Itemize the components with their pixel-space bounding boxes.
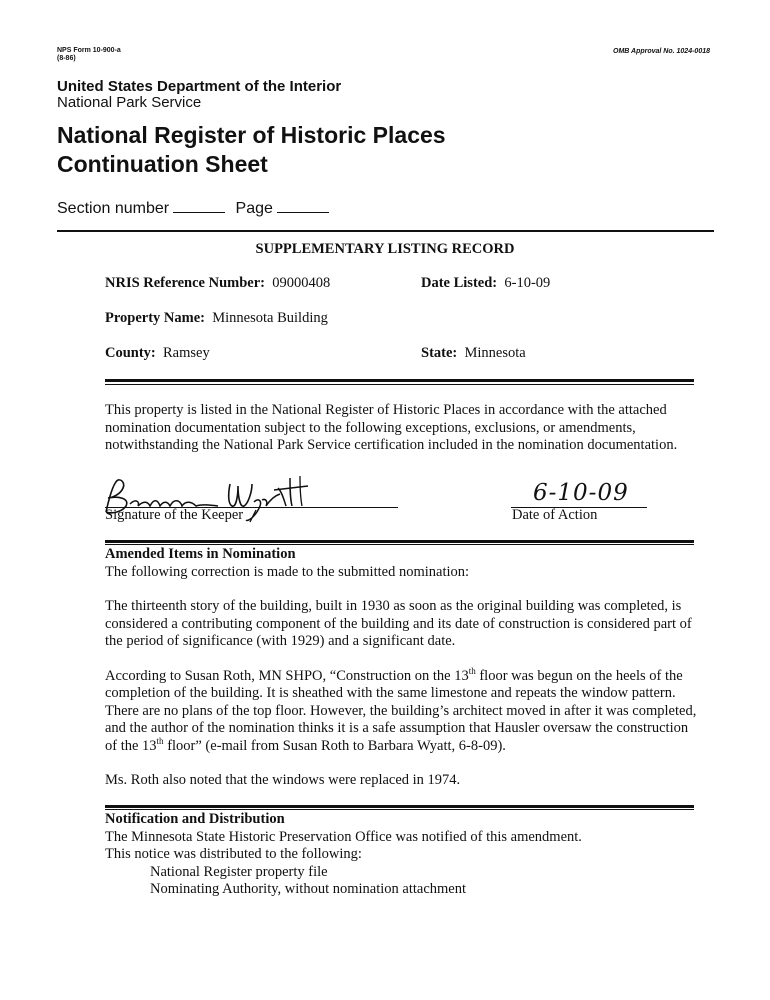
- para2-sup-1: th: [468, 665, 476, 676]
- notification-line-1: The Minnesota State Historic Preservation Office was notified of this amendment.: [105, 828, 582, 845]
- para2-part-c: floor” (e-mail from Susan Roth to Barbara Wyatt, 6-8-09).: [163, 737, 506, 754]
- record-divider-bottom: [105, 384, 694, 385]
- county: [105, 345, 210, 363]
- date-listed-label: Date Listed:: [421, 275, 498, 291]
- distribution-item: National Register property file: [150, 863, 328, 880]
- record-divider-top: [105, 379, 694, 382]
- omb-approval: OMB Approval No. 1024-0018: [613, 48, 710, 55]
- nris-label: NRIS Reference Number:: [105, 275, 265, 291]
- title-line-2: Continuation Sheet: [57, 151, 268, 177]
- form-number-text: NPS Form 10-900-a: [57, 47, 121, 54]
- property-name: [105, 310, 328, 328]
- amended-paragraph-3: Ms. Roth also noted that the windows were replaced in 1974.: [105, 772, 461, 788]
- page-title: [57, 121, 446, 179]
- state-value: Minnesota: [464, 345, 526, 361]
- notification-heading: Notification and Distribution: [105, 811, 285, 827]
- state: [421, 345, 526, 363]
- amended-section: [105, 546, 700, 790]
- para2-part-b: floor was begun on the heels of the completion of the building. It is sheathed with the same limestone and repeats the window pattern. There are no plans of the top floor. However, the building’s architect moved in after it was completed, and the author of the nomination thinks it is a safe assumption that Hausler oversaw the construction of the 13: [105, 667, 697, 754]
- notification-divider-bottom: [105, 809, 694, 810]
- action-date-handwritten: 6-10-09: [533, 480, 629, 506]
- property-label: Property Name:: [105, 310, 205, 326]
- date-of-action-label: Date of Action: [512, 507, 598, 523]
- para2-sup-2: th: [156, 735, 164, 746]
- property-value: Minnesota Building: [212, 310, 328, 326]
- header-divider: [57, 230, 714, 232]
- amended-paragraph-2: [105, 665, 700, 756]
- section-number-field: [173, 211, 225, 213]
- agency-name: National Park Service: [57, 94, 202, 111]
- page-number-field: [277, 211, 329, 213]
- distribution-item: Nominating Authority, without nomination attachment: [150, 881, 467, 897]
- amended-heading: Amended Items in Nomination: [105, 546, 296, 562]
- amended-divider-top: [105, 540, 694, 543]
- county-value: Ramsey: [163, 345, 210, 361]
- notification-section: [105, 811, 700, 899]
- record-heading: SUPPLEMENTARY LISTING RECORD: [255, 241, 515, 257]
- keeper-signature-label: Signature of the Keeper: [105, 507, 244, 523]
- date-listed: [421, 275, 550, 293]
- county-label: County:: [105, 345, 156, 361]
- title-line-1: National Register of Historic Places: [57, 122, 446, 148]
- state-label: State:: [421, 345, 458, 361]
- notification-line-2: This notice was distributed to the following:: [105, 846, 362, 862]
- department-name: United States Department of the Interior: [57, 78, 342, 95]
- notification-divider-top: [105, 805, 694, 808]
- section-number-label: Section number: [57, 200, 170, 217]
- listing-statement: This property is listed in the National Register of Historic Places in accordance with the attached nomination documentation subject to the following exceptions, exclusions, or amendments, notwithstanding the National Park Service certification included in the nomination documentation.: [105, 402, 678, 453]
- amended-divider-bottom: [105, 544, 694, 545]
- form-number: [57, 47, 121, 63]
- page-label: Page: [235, 200, 273, 217]
- para2-part-a: According to Susan Roth, MN SHPO, “Construction on the 13: [105, 667, 469, 684]
- amended-paragraph-1: The thirteenth story of the building, built in 1930 as soon as the original building was completed, is considered a contributing component of the building and its date of construction is considered part of the period of significance (with 1929) and a significant date.: [105, 598, 692, 649]
- date-listed-value: 6-10-09: [504, 275, 551, 291]
- form-date-text: (8-86): [57, 55, 76, 62]
- distribution-list: [105, 864, 700, 899]
- nris-value: 09000408: [272, 275, 331, 291]
- nris-reference: [105, 275, 330, 293]
- section-page-line: [57, 200, 335, 218]
- amended-intro: The following correction is made to the submitted nomination:: [105, 563, 470, 580]
- keeper-signature-text: Barbara Wyatt: [116, 502, 124, 503]
